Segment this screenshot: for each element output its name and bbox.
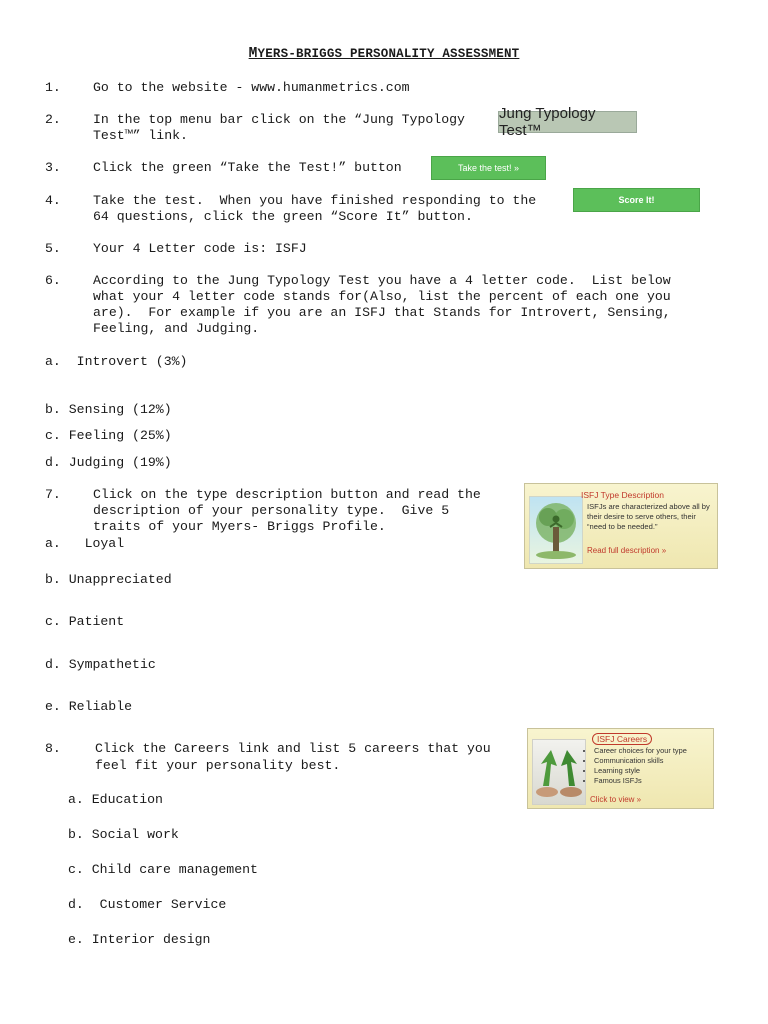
step-3-number: 3. [45,160,61,175]
step-4-number: 4. [45,193,61,208]
career-answer-a: a. Education [68,792,163,807]
type-panel-title: ISFJ Type Description [581,490,664,500]
step-7-line-2: description of your personality type. Give 5 [93,503,450,518]
hands-arrows-icon [532,739,586,805]
step-1-number: 1. [45,80,61,95]
step-7-line-3: traits of your Myers- Briggs Profile. [93,519,386,534]
step-8-line-2: feel fit your personality best. [95,758,341,773]
tree-person-icon [529,496,583,564]
step-2-line-1: In the top menu bar click on the “Jung Typology [93,112,465,127]
title-first-letter: M [248,46,258,62]
step-8-line-1: Click the Careers link and list 5 careers that you [95,741,491,756]
step-6-line-2: what your 4 letter code stands for(Also, list the percent of each one you [93,289,671,304]
step-6-line-1: According to the Jung Typology Test you have a 4 letter code. List below [93,273,671,288]
code-answer-c: c. Feeling (25%) [45,428,172,443]
trait-answer-e: e. Reliable [45,699,133,714]
step-7-line-1: Click on the type description button and read the [93,487,481,502]
code-answer-d: d. Judging (19%) [45,455,172,470]
jung-typology-link-image: Jung Typology Test™ [498,111,637,133]
careers-panel-list [582,746,687,786]
step-5-number: 5. [45,241,61,256]
careers-panel-title: ISFJ Careers [592,733,652,745]
page-title [0,46,768,62]
step-1-text: Go to the website - www.humanmetrics.com [93,80,410,95]
career-answer-c: c. Child care management [68,862,258,877]
career-answer-b: b. Social work [68,827,179,842]
career-answer-d: d. Customer Service [68,897,227,912]
score-it-button-image: Score It! [573,188,700,212]
step-3-text: Click the green “Take the Test!” button [93,160,402,175]
take-test-button-image: Take the test! » [431,156,546,180]
trait-answer-b: b. Unappreciated [45,572,172,587]
career-answer-e: e. Interior design [68,932,211,947]
careers-panel-link: Click to view » [590,795,642,804]
step-6-line-3: are). For example if you are an ISFJ that Stands for Introvert, Sensing, [93,305,671,320]
step-4-line-2: 64 questions, click the green “Score It” button. [93,209,473,224]
trait-answer-a: a. Loyal [45,536,125,551]
careers-image [527,728,714,809]
code-answer-a: a. Introvert (3%) [45,354,188,369]
step-7-number: 7. [45,487,61,502]
step-8-number: 8. [45,741,61,756]
title-rest: YERS-BRIGGS PERSONALITY ASSESSMENT [257,47,520,61]
step-6-line-4: Feeling, and Judging. [93,321,260,336]
careers-panel-item: • Career choices for your type [594,746,687,756]
step-2-line-2: Test™” link. [93,128,188,143]
trait-answer-c: c. Patient [45,614,125,629]
careers-panel-item: • Communication skills [594,756,687,766]
trait-answer-d: d. Sympathetic [45,657,156,672]
step-2-number: 2. [45,112,61,127]
careers-panel-item: • Famous ISFJs [594,776,687,786]
step-5-text: Your 4 Letter code is: ISFJ [93,241,307,256]
type-panel-link: Read full description » [587,546,667,555]
type-panel-body: ISFJs are characterized above all by their desire to serve others, their “need to be needed.” [587,502,710,531]
step-4-line-1: Take the test. When you have finished responding to the [93,193,537,208]
code-answer-b: b. Sensing (12%) [45,402,172,417]
step-6-number: 6. [45,273,61,288]
careers-panel-item: • Learning style [594,766,687,776]
type-description-image [524,483,718,569]
